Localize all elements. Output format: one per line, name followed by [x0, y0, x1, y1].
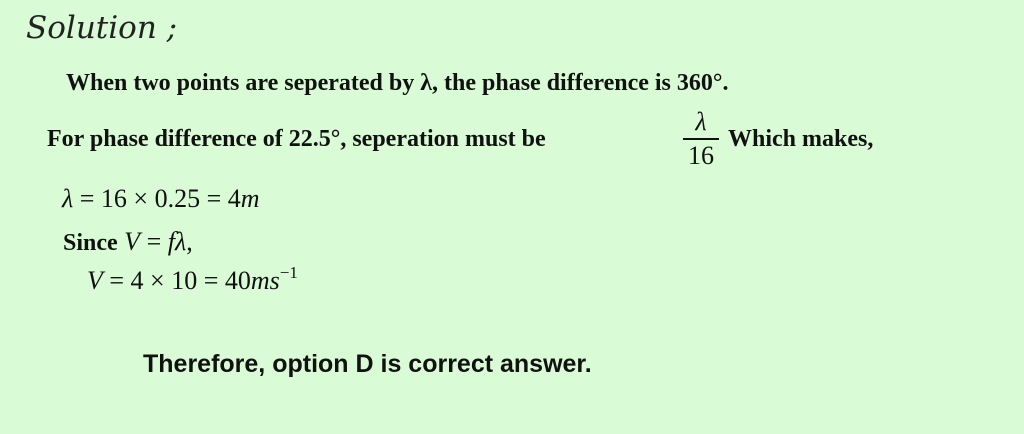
- f-lambda-term: fλ: [167, 227, 187, 256]
- solution-heading: Solution ;: [26, 10, 178, 46]
- separation-statement-line: For phase difference of 22.5°, seperation must be: [47, 126, 546, 152]
- wavelength-equation: [62, 184, 260, 214]
- which-makes-text: Which makes,: [728, 126, 874, 152]
- since-line: [63, 227, 193, 257]
- fraction-bar: [683, 138, 719, 140]
- velocity-calc: = 4 × 10 = 40: [109, 266, 251, 295]
- phase-statement-line: When two points are seperated by λ, the phase difference is 360°.: [66, 70, 729, 96]
- equals-sign: =: [146, 227, 162, 256]
- since-label: Since: [63, 230, 118, 256]
- lambda-symbol: λ: [62, 184, 74, 213]
- wavelength-calc: = 16 × 0.25 = 4: [79, 184, 241, 213]
- velocity-symbol-2: V: [87, 266, 103, 295]
- final-answer: Therefore, option D is correct answer.: [143, 350, 592, 378]
- velocity-unit: ms: [250, 266, 280, 295]
- meter-unit: m: [240, 184, 260, 213]
- velocity-symbol: V: [124, 227, 141, 256]
- lambda-over-16-fraction: [683, 108, 719, 170]
- fraction-denominator: 16: [688, 141, 714, 170]
- comma: ,: [186, 227, 193, 256]
- unit-exponent: −1: [279, 263, 298, 282]
- fraction-numerator: λ: [695, 107, 707, 136]
- velocity-equation: [87, 263, 298, 296]
